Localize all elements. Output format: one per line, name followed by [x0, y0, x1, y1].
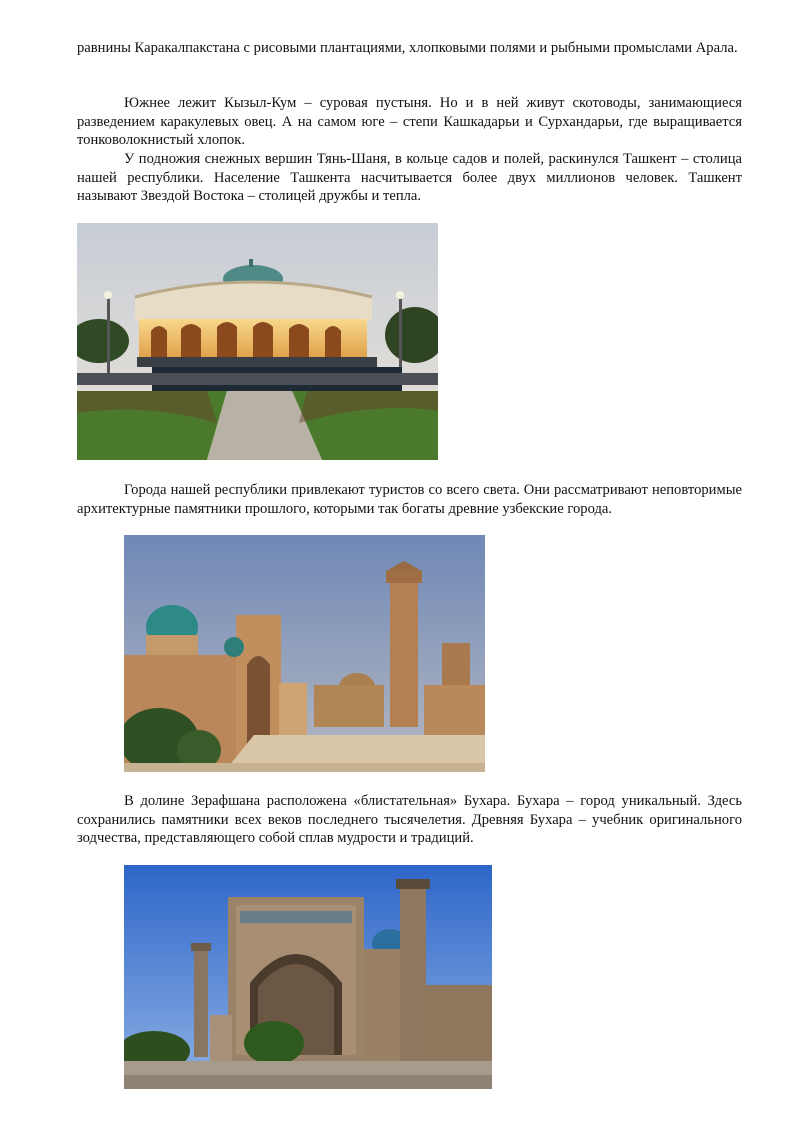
bukhara-square-photo [124, 535, 485, 772]
paragraph-bukhara: В долине Зерафшана расположена «блистательная» Бухара. Бухара – город уникальный. Здесь сохранились памятники всех веков последнего тысячелетия. Древняя Бухара – учебник оригинального зодчества, представляющего собой сплав мудрости и традиций. [77, 793, 742, 847]
paragraph-tourists: Города нашей республики привлекают туристов со всего света. Они рассматривают неповторимые архитектурные памятники прошлого, которыми так богаты древние узбекские города. [77, 482, 742, 517]
paragraph-karakalpakstan: равнины Каракалпакстана с рисовыми плантациями, хлопковыми полями и рыбными промыслами Арала. [77, 40, 738, 56]
museum-photo [77, 223, 438, 460]
paragraph-kyzylkum: Южнее лежит Кызыл-Кум – суровая пустыня. Но и в ней живут скотоводы, занимающиеся разведением каракулевых овец. А на самом юге – степи Кашкадарьи и Сурхандарьи, где выращивается тонковолокнистый хлопок. [77, 95, 742, 149]
madrasah-portal-photo [124, 865, 492, 1089]
paragraph-tashkent: У подножия снежных вершин Тянь-Шаня, в кольце садов и полей, раскинулся Ташкент – столица нашей республики. Население Ташкента насчитывается более двух миллионов человек. Ташкент называют Звездой Востока – столицей дружбы и тепла. [77, 151, 742, 205]
